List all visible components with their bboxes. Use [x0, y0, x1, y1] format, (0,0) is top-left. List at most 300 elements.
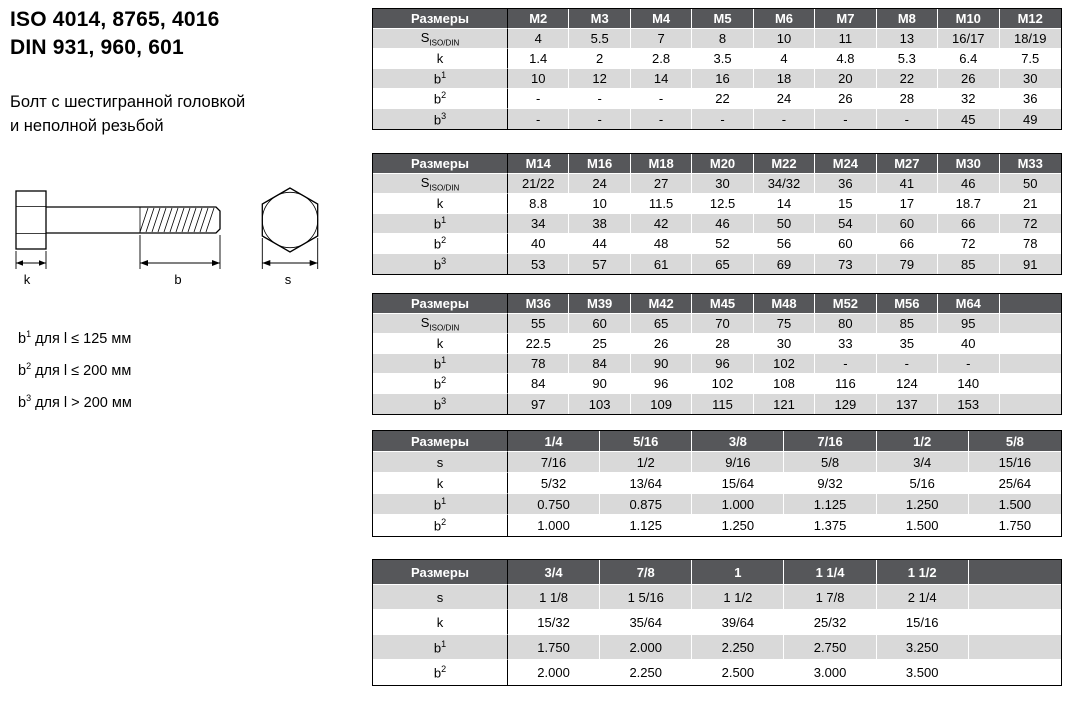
bolt-technical-drawing — [10, 185, 350, 305]
value-cell: 52 — [692, 234, 753, 254]
value-cell: 85 — [877, 314, 938, 334]
value-cell: 90 — [631, 354, 692, 374]
column-header: 1 1/2 — [877, 560, 969, 585]
row-label — [373, 452, 508, 473]
thread-hatching — [140, 208, 214, 232]
value-cell: 10 — [754, 29, 815, 49]
value-cell: 30 — [692, 174, 753, 194]
table-row — [373, 109, 1061, 129]
column-header: 3/4 — [508, 560, 600, 585]
row-label-base: S — [420, 29, 430, 45]
value-cell: 11.5 — [631, 194, 692, 214]
column-header: M20 — [692, 154, 753, 174]
row-label-base: k — [436, 475, 444, 491]
value-cell: 1.125 — [600, 515, 692, 536]
value-cell: 2.750 — [784, 635, 876, 660]
table-metric-m36-m64 — [372, 293, 1062, 415]
value-cell: - — [508, 89, 569, 109]
value-cell: 84 — [508, 374, 569, 394]
value-cell: 5.5 — [569, 29, 630, 49]
column-header: M3 — [569, 9, 630, 29]
row-label-base: k — [436, 51, 444, 66]
value-cell: 48 — [631, 234, 692, 254]
value-cell: 1.375 — [784, 515, 876, 536]
value-cell: 109 — [631, 394, 692, 414]
value-cell: 12 — [569, 69, 630, 89]
column-header: 7/8 — [600, 560, 692, 585]
column-header: 7/16 — [784, 431, 876, 452]
value-cell: 14 — [754, 194, 815, 214]
value-cell: 21 — [1000, 194, 1062, 214]
row-label — [373, 374, 508, 394]
column-header: M12 — [1000, 9, 1062, 29]
column-header: M33 — [1000, 154, 1062, 174]
value-cell: 15/64 — [692, 473, 784, 494]
table-row — [373, 174, 1061, 194]
value-cell: 1.125 — [784, 494, 876, 515]
value-cell: 2.000 — [508, 660, 600, 685]
value-cell: 16 — [692, 69, 753, 89]
row-label-base: b — [433, 71, 442, 87]
value-cell: - — [569, 109, 630, 129]
value-cell: 46 — [938, 174, 999, 194]
row-label-superscript: 1 — [441, 638, 447, 649]
table-row — [373, 374, 1061, 394]
note-b2 — [18, 353, 368, 385]
value-cell: - — [569, 89, 630, 109]
column-header: M2 — [508, 9, 569, 29]
value-cell: 4.8 — [815, 49, 876, 69]
value-cell: 55 — [508, 314, 569, 334]
value-cell: 129 — [815, 394, 876, 414]
value-cell: 22.5 — [508, 334, 569, 354]
note-b2-base: b — [18, 362, 27, 379]
value-cell: 97 — [508, 394, 569, 414]
row-label-superscript: 2 — [441, 90, 447, 101]
row-label — [373, 29, 508, 49]
table-row — [373, 334, 1061, 354]
value-cell: 96 — [631, 374, 692, 394]
value-cell: 35 — [877, 334, 938, 354]
table-header-row — [373, 294, 1061, 314]
column-header: M5 — [692, 9, 753, 29]
value-cell: 53 — [508, 254, 569, 274]
value-cell: 42 — [631, 214, 692, 234]
column-header: 1 1/4 — [784, 560, 876, 585]
value-cell-blank — [1000, 334, 1062, 354]
row-label-subscript: ISO/DIN — [429, 183, 460, 193]
value-cell: 3.000 — [784, 660, 876, 685]
column-header: M18 — [631, 154, 692, 174]
value-cell: 54 — [815, 214, 876, 234]
value-cell: 44 — [569, 234, 630, 254]
table-row — [373, 89, 1061, 109]
value-cell: 39/64 — [692, 610, 784, 635]
value-cell-blank — [1000, 394, 1062, 414]
dimension-label-k: k — [23, 272, 31, 288]
value-cell: 14 — [631, 69, 692, 89]
row-label-superscript: 2 — [441, 235, 447, 246]
row-label-base: b — [433, 236, 442, 252]
column-header: M14 — [508, 154, 569, 174]
value-cell: 73 — [815, 254, 876, 274]
table-row — [373, 494, 1061, 515]
table-corner-label: Размеры — [373, 9, 508, 29]
value-cell: 17 — [877, 194, 938, 214]
row-label — [373, 194, 508, 214]
length-notes — [18, 321, 368, 416]
title-din-line: DIN 931, 960, 601 — [10, 35, 184, 59]
value-cell: 1.500 — [969, 494, 1061, 515]
dimension-label-s: s — [284, 272, 292, 288]
column-header: M24 — [815, 154, 876, 174]
value-cell: 28 — [692, 334, 753, 354]
value-cell: 78 — [1000, 234, 1062, 254]
row-label — [373, 494, 508, 515]
column-header: 5/8 — [969, 431, 1061, 452]
value-cell: 8.8 — [508, 194, 569, 214]
value-cell: 2.500 — [692, 660, 784, 685]
value-cell: 60 — [815, 234, 876, 254]
value-cell: 30 — [1000, 69, 1062, 89]
value-cell: 5/32 — [508, 473, 600, 494]
value-cell: 22 — [877, 69, 938, 89]
note-b1-base: b — [18, 331, 27, 348]
value-cell: 13 — [877, 29, 938, 49]
value-cell: 15 — [815, 194, 876, 214]
value-cell: 11 — [815, 29, 876, 49]
row-label — [373, 109, 508, 129]
column-header: 1/4 — [508, 431, 600, 452]
table-row — [373, 314, 1061, 334]
value-cell: 2.250 — [600, 660, 692, 685]
column-header: M6 — [754, 9, 815, 29]
value-cell-blank — [969, 660, 1061, 685]
value-cell: 16/17 — [938, 29, 999, 49]
row-label-base: b — [433, 257, 442, 273]
value-cell: 6.4 — [938, 49, 999, 69]
value-cell: 49 — [1000, 109, 1062, 129]
row-label — [373, 214, 508, 234]
table-corner-label: Размеры — [373, 560, 508, 585]
value-cell: 10 — [508, 69, 569, 89]
row-label-base: b — [433, 518, 442, 534]
value-cell: 1 5/16 — [600, 585, 692, 610]
table-row — [373, 635, 1061, 660]
column-header: 5/16 — [600, 431, 692, 452]
row-label-base: b — [433, 376, 442, 392]
value-cell: 30 — [754, 334, 815, 354]
table-header-row — [373, 431, 1061, 452]
row-label-base: b — [433, 665, 442, 681]
table-row — [373, 473, 1061, 494]
inscribed-circle — [262, 193, 317, 248]
hexagon-outline — [262, 188, 317, 252]
value-cell: 27 — [631, 174, 692, 194]
value-cell: 40 — [938, 334, 999, 354]
value-cell: 1.750 — [508, 635, 600, 660]
row-label-base: b — [433, 497, 442, 513]
value-cell: 32 — [938, 89, 999, 109]
value-cell: 60 — [569, 314, 630, 334]
note-b1-text: для l ≤ 125 мм — [35, 331, 132, 348]
value-cell: 36 — [1000, 89, 1062, 109]
value-cell: 90 — [569, 374, 630, 394]
value-cell: 2.8 — [631, 49, 692, 69]
row-label-base: b — [433, 640, 442, 656]
dimension-s — [262, 238, 317, 287]
value-cell: 41 — [877, 174, 938, 194]
row-label-subscript: ISO/DIN — [429, 38, 460, 48]
value-cell-blank — [969, 585, 1061, 610]
value-cell: 1.4 — [508, 49, 569, 69]
value-cell: 95 — [938, 314, 999, 334]
table-inch-small — [372, 430, 1062, 537]
row-label-base: s — [436, 589, 444, 605]
value-cell: 121 — [754, 394, 815, 414]
value-cell: 50 — [754, 214, 815, 234]
table-header-row — [373, 560, 1061, 585]
column-header: M36 — [508, 294, 569, 314]
value-cell: 36 — [815, 174, 876, 194]
value-cell: 28 — [877, 89, 938, 109]
value-cell: - — [877, 109, 938, 129]
value-cell: 72 — [1000, 214, 1062, 234]
column-header: M8 — [877, 9, 938, 29]
row-label — [373, 585, 508, 610]
value-cell: 4 — [508, 29, 569, 49]
value-cell: 18.7 — [938, 194, 999, 214]
value-cell-blank — [1000, 354, 1062, 374]
value-cell: 46 — [692, 214, 753, 234]
dimension-k — [16, 251, 46, 287]
row-label-base: k — [436, 196, 444, 211]
value-cell: 12.5 — [692, 194, 753, 214]
column-header: M42 — [631, 294, 692, 314]
value-cell: 1 7/8 — [784, 585, 876, 610]
value-cell: - — [692, 109, 753, 129]
row-label-superscript: 2 — [441, 517, 447, 528]
note-b2-text: для l ≤ 200 мм — [35, 362, 132, 379]
value-cell: 124 — [877, 374, 938, 394]
left-panel — [10, 6, 368, 417]
column-header: M10 — [938, 9, 999, 29]
value-cell: - — [938, 354, 999, 374]
value-cell: 35/64 — [600, 610, 692, 635]
value-cell: 56 — [754, 234, 815, 254]
value-cell: 140 — [938, 374, 999, 394]
table-corner-label: Размеры — [373, 431, 508, 452]
page-title — [10, 6, 368, 61]
value-cell: 153 — [938, 394, 999, 414]
column-header: 3/8 — [692, 431, 784, 452]
tables-panel — [372, 8, 1062, 686]
value-cell: 4 — [754, 49, 815, 69]
value-cell: 26 — [631, 334, 692, 354]
table-row — [373, 515, 1061, 536]
row-label — [373, 254, 508, 274]
value-cell: 20 — [815, 69, 876, 89]
value-cell: 1.250 — [692, 515, 784, 536]
value-cell: 24 — [569, 174, 630, 194]
row-label-superscript: 3 — [441, 255, 447, 266]
value-cell: 60 — [877, 214, 938, 234]
value-cell: 3.250 — [877, 635, 969, 660]
column-header: M39 — [569, 294, 630, 314]
value-cell: 102 — [692, 374, 753, 394]
table-row — [373, 194, 1061, 214]
table-metric-m2-m12 — [372, 8, 1062, 130]
row-label-base: b — [433, 91, 442, 107]
note-b1 — [18, 321, 368, 353]
table-row — [373, 585, 1061, 610]
subtitle-line2: и неполной резьбой — [10, 117, 164, 136]
row-label — [373, 69, 508, 89]
value-cell: 3/4 — [877, 452, 969, 473]
value-cell: 3.500 — [877, 660, 969, 685]
value-cell: - — [754, 109, 815, 129]
column-header: M4 — [631, 9, 692, 29]
value-cell: 18/19 — [1000, 29, 1062, 49]
bolt-side-view — [16, 191, 220, 249]
value-cell: 61 — [631, 254, 692, 274]
value-cell: 25/64 — [969, 473, 1061, 494]
row-label-base: S — [420, 314, 430, 330]
row-label — [373, 174, 508, 194]
value-cell: 102 — [754, 354, 815, 374]
value-cell: 69 — [754, 254, 815, 274]
value-cell: 1/2 — [600, 452, 692, 473]
value-cell: 66 — [938, 214, 999, 234]
value-cell: 2.000 — [600, 635, 692, 660]
value-cell: 1.750 — [969, 515, 1061, 536]
value-cell: 108 — [754, 374, 815, 394]
row-label — [373, 635, 508, 660]
value-cell: 115 — [692, 394, 753, 414]
value-cell: 80 — [815, 314, 876, 334]
value-cell: 7.5 — [1000, 49, 1062, 69]
value-cell-blank — [969, 610, 1061, 635]
value-cell: - — [631, 89, 692, 109]
row-label-base: b — [433, 356, 442, 372]
value-cell: 5.3 — [877, 49, 938, 69]
row-label — [373, 49, 508, 69]
row-label — [373, 660, 508, 685]
column-header: 1 — [692, 560, 784, 585]
table-inch-large — [372, 559, 1062, 686]
bolt-end-view — [262, 188, 317, 252]
table-row — [373, 29, 1061, 49]
value-cell: 25/32 — [784, 610, 876, 635]
row-label-base: b — [433, 216, 442, 232]
table-row — [373, 394, 1061, 414]
value-cell: 65 — [692, 254, 753, 274]
value-cell: 24 — [754, 89, 815, 109]
value-cell: 79 — [877, 254, 938, 274]
value-cell: 137 — [877, 394, 938, 414]
value-cell: 1 1/8 — [508, 585, 600, 610]
column-header: M30 — [938, 154, 999, 174]
row-label-base: S — [420, 174, 430, 190]
bolt-head — [16, 191, 46, 249]
value-cell: 7/16 — [508, 452, 600, 473]
value-cell: - — [508, 109, 569, 129]
column-header-blank — [1000, 294, 1062, 314]
row-label — [373, 234, 508, 254]
value-cell: 1.500 — [877, 515, 969, 536]
row-label-base: k — [436, 614, 444, 630]
row-label — [373, 515, 508, 536]
table-metric-m14-m33 — [372, 153, 1062, 275]
row-label — [373, 394, 508, 414]
column-header: M64 — [938, 294, 999, 314]
value-cell: 103 — [569, 394, 630, 414]
value-cell: 38 — [569, 214, 630, 234]
note-b3-text: для l > 200 мм — [35, 394, 132, 411]
row-label-base: k — [436, 336, 444, 351]
table-header-row — [373, 154, 1061, 174]
table-row — [373, 354, 1061, 374]
row-label-base: s — [436, 454, 444, 470]
column-header: M56 — [877, 294, 938, 314]
value-cell: 22 — [692, 89, 753, 109]
table-corner-label: Размеры — [373, 294, 508, 314]
value-cell: 1.250 — [877, 494, 969, 515]
table-row — [373, 69, 1061, 89]
dimension-b — [140, 235, 220, 287]
note-b3 — [18, 385, 368, 417]
value-cell: 15/16 — [969, 452, 1061, 473]
row-label-base: b — [433, 397, 442, 413]
value-cell: 26 — [938, 69, 999, 89]
value-cell: 116 — [815, 374, 876, 394]
row-label — [373, 610, 508, 635]
value-cell: 3.5 — [692, 49, 753, 69]
row-label-base: b — [433, 112, 442, 128]
value-cell-blank — [969, 635, 1061, 660]
note-b1-sup: 1 — [26, 329, 32, 340]
value-cell: 0.750 — [508, 494, 600, 515]
value-cell: 25 — [569, 334, 630, 354]
value-cell: 91 — [1000, 254, 1062, 274]
column-header: M52 — [815, 294, 876, 314]
value-cell: 5/8 — [784, 452, 876, 473]
row-label-superscript: 3 — [441, 110, 447, 121]
value-cell: 18 — [754, 69, 815, 89]
value-cell: 21/22 — [508, 174, 569, 194]
value-cell: 65 — [631, 314, 692, 334]
table-row — [373, 610, 1061, 635]
value-cell: 66 — [877, 234, 938, 254]
note-b3-base: b — [18, 394, 27, 411]
value-cell: 13/64 — [600, 473, 692, 494]
row-label — [373, 473, 508, 494]
value-cell: 2.250 — [692, 635, 784, 660]
row-label — [373, 314, 508, 334]
row-label-superscript: 2 — [441, 375, 447, 386]
value-cell: 96 — [692, 354, 753, 374]
value-cell: - — [815, 354, 876, 374]
row-label — [373, 354, 508, 374]
page-subtitle — [10, 91, 368, 139]
value-cell: 2 — [569, 49, 630, 69]
value-cell: 78 — [508, 354, 569, 374]
value-cell: 5/16 — [877, 473, 969, 494]
table-row — [373, 214, 1061, 234]
table-row — [373, 452, 1061, 473]
value-cell: 1 1/2 — [692, 585, 784, 610]
value-cell: 34/32 — [754, 174, 815, 194]
